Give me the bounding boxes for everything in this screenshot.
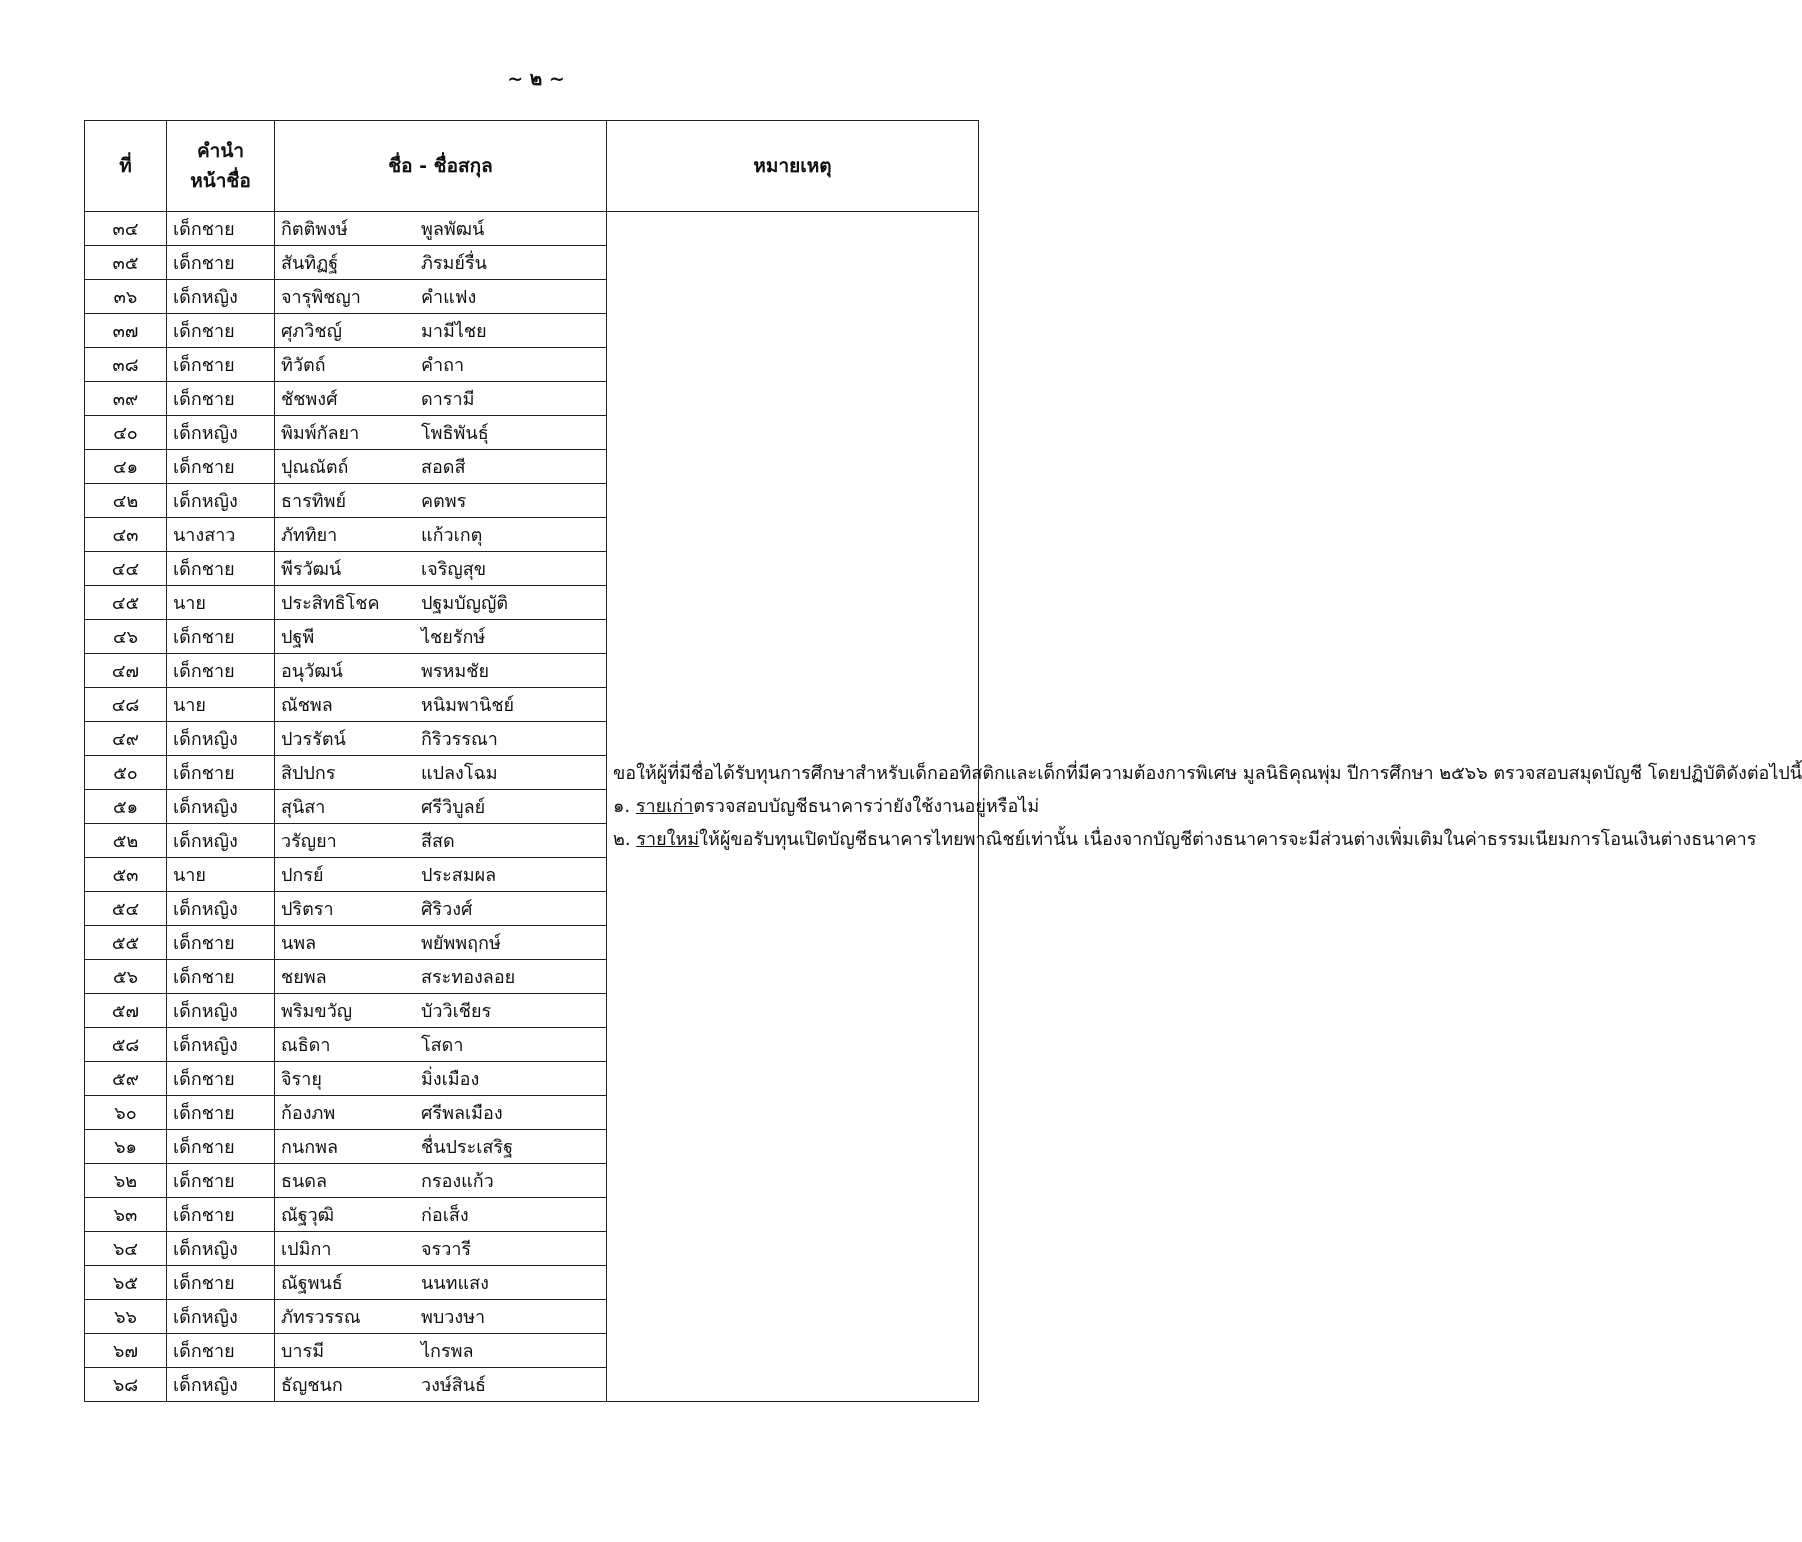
row-full-name (275, 620, 607, 654)
row-title-prefix: เด็กชาย (167, 212, 275, 246)
row-number: ๖๒ (85, 1164, 167, 1198)
row-first-name: ทิวัตถ์ (281, 355, 326, 376)
row-full-name (275, 382, 607, 416)
row-last-name: ปฐมบัญญัติ (421, 593, 509, 614)
row-last-name: ศรีพลเมือง (421, 1103, 503, 1124)
row-number: ๓๗ (85, 314, 167, 348)
row-last-name: พูลพัฒน์ (421, 219, 485, 240)
row-title-prefix: เด็กชาย (167, 756, 275, 790)
row-last-name: พยัพพฤกษ์ (421, 933, 501, 954)
row-number: ๔๑ (85, 450, 167, 484)
row-full-name (275, 552, 607, 586)
row-first-name: ณัฐพนธ์ (281, 1273, 343, 1294)
row-last-name: มิ่งเมือง (421, 1069, 480, 1090)
row-full-name (275, 1062, 607, 1096)
row-full-name (275, 1368, 607, 1402)
row-full-name (275, 926, 607, 960)
row-number: ๕๘ (85, 1028, 167, 1062)
row-full-name (275, 1198, 607, 1232)
row-full-name (275, 348, 607, 382)
row-title-prefix: เด็กชาย (167, 1062, 275, 1096)
row-first-name: พิมพ์กัลยา (281, 423, 360, 444)
row-full-name (275, 994, 607, 1028)
row-first-name: กนกพล (281, 1137, 338, 1158)
row-number: ๔๓ (85, 518, 167, 552)
header-no: ที่ (85, 121, 167, 212)
row-last-name: สีสด (421, 831, 455, 852)
row-last-name: ไชยรักษ์ (421, 627, 486, 648)
row-last-name: กรองแก้ว (421, 1171, 494, 1192)
row-first-name: ชยพล (281, 967, 327, 988)
remark-item-1-label: รายเก่า (635, 796, 694, 817)
row-first-name: อนุวัฒน์ (281, 661, 343, 682)
row-number: ๔๗ (85, 654, 167, 688)
row-first-name: ศุภวิชญ์ (281, 321, 342, 342)
row-last-name: ก่อเส็ง (421, 1205, 469, 1226)
row-number: ๕๓ (85, 858, 167, 892)
row-first-name: ประสิทธิโชค (281, 593, 380, 614)
row-full-name (275, 1028, 607, 1062)
row-number: ๔๙ (85, 722, 167, 756)
row-number: ๓๖ (85, 280, 167, 314)
row-last-name: คำแฟง (421, 287, 477, 308)
row-first-name: สิปปกร (281, 763, 336, 784)
row-first-name: ก้องภพ (281, 1103, 336, 1124)
header-full-name: ชื่อ - ชื่อสกุล (275, 121, 607, 212)
row-last-name: ดารามี (421, 389, 475, 410)
row-first-name: สันทิฏฐ์ (281, 253, 339, 274)
row-full-name (275, 892, 607, 926)
row-first-name: พีรวัฒน์ (281, 559, 342, 580)
row-number: ๔๖ (85, 620, 167, 654)
row-full-name (275, 688, 607, 722)
row-last-name: มามีไชย (421, 321, 487, 342)
row-first-name: ปฐพี (281, 627, 315, 648)
row-title-prefix: เด็กชาย (167, 450, 275, 484)
row-full-name (275, 484, 607, 518)
row-full-name (275, 858, 607, 892)
row-last-name: หนิมพานิชย์ (421, 695, 515, 716)
row-number: ๓๔ (85, 212, 167, 246)
row-last-name: โสดา (421, 1035, 464, 1056)
row-title-prefix: เด็กหญิง (167, 1028, 275, 1062)
row-title-prefix: นาย (167, 858, 275, 892)
header-remark: หมายเหตุ (607, 121, 979, 212)
row-title-prefix: เด็กชาย (167, 348, 275, 382)
row-number: ๖๔ (85, 1232, 167, 1266)
row-title-prefix: เด็กหญิง (167, 484, 275, 518)
row-first-name: จารุพิชญา (281, 287, 361, 308)
row-number: ๕๗ (85, 994, 167, 1028)
row-title-prefix: เด็กหญิง (167, 994, 275, 1028)
row-title-prefix: เด็กชาย (167, 314, 275, 348)
row-full-name (275, 280, 607, 314)
row-full-name (275, 722, 607, 756)
row-number: ๖๓ (85, 1198, 167, 1232)
row-first-name: นพล (281, 933, 317, 954)
row-title-prefix: เด็กชาย (167, 960, 275, 994)
row-title-prefix: เด็กชาย (167, 382, 275, 416)
row-last-name: พรหมชัย (421, 661, 490, 682)
row-first-name: ปกรย์ (281, 865, 324, 886)
row-first-name: ณัฐวุฒิ (281, 1205, 334, 1226)
header-title-line2: หน้าชื่อ (190, 170, 251, 192)
row-last-name: ศรีวิบูลย์ (421, 797, 486, 818)
row-first-name: จิรายุ (281, 1069, 322, 1090)
row-last-name: ชื่นประเสริฐ (421, 1137, 514, 1158)
row-first-name: ภัททิยา (281, 525, 338, 546)
row-title-prefix: เด็กชาย (167, 246, 275, 280)
row-number: ๕๐ (85, 756, 167, 790)
remark-item-1 (613, 790, 1040, 823)
remark-intro: ขอให้ผู้ที่มีชื่อได้รับทุนการศึกษาสำหรับเด็กออทิสติกและเด็กที่มีความต้องการพิเศษ มูลนิธิคุณพุ่ม ปีการศึกษา ๒๕๖๖ ตรวจสอบสมุดบัญชี โดยปฏิบัติดังต่อไปนี้ (613, 763, 1802, 784)
row-full-name (275, 416, 607, 450)
row-first-name: ปวรรัตน์ (281, 729, 346, 750)
row-first-name: ธัญชนก (281, 1375, 343, 1396)
row-title-prefix: เด็กชาย (167, 654, 275, 688)
row-number: ๖๘ (85, 1368, 167, 1402)
scholarship-recipient-table (84, 120, 1802, 1402)
row-title-prefix: เด็กชาย (167, 1266, 275, 1300)
row-title-prefix: นาย (167, 688, 275, 722)
row-last-name: บัววิเชียร (421, 1001, 492, 1022)
row-title-prefix: เด็กชาย (167, 1096, 275, 1130)
row-first-name: ชัชพงศ์ (281, 389, 338, 410)
row-full-name (275, 1096, 607, 1130)
row-first-name: ภัทรวรรณ (281, 1307, 361, 1328)
remark-item-1-number: ๑. (613, 796, 631, 817)
row-number: ๕๒ (85, 824, 167, 858)
row-full-name (275, 1232, 607, 1266)
row-title-prefix: เด็กชาย (167, 552, 275, 586)
row-first-name: สุนิสา (281, 797, 326, 818)
row-first-name: ณธิดา (281, 1035, 331, 1056)
row-first-name: ปุณณัตถ์ (281, 457, 349, 478)
row-full-name (275, 450, 607, 484)
row-full-name (275, 1164, 607, 1198)
header-title-line1: คำนำ (196, 140, 245, 162)
row-last-name: พบวงษา (421, 1307, 486, 1328)
row-full-name (275, 960, 607, 994)
row-number: ๕๔ (85, 892, 167, 926)
row-number: ๓๘ (85, 348, 167, 382)
row-first-name: บารมี (281, 1341, 325, 1362)
table-header-row (85, 121, 979, 212)
row-number: ๖๕ (85, 1266, 167, 1300)
row-title-prefix: เด็กหญิง (167, 790, 275, 824)
row-title-prefix: เด็กหญิง (167, 1232, 275, 1266)
remark-item-1-text: ตรวจสอบบัญชีธนาคารว่ายังใช้งานอยู่หรือไม่ (693, 796, 1040, 817)
remark-cell (607, 212, 1802, 1402)
row-last-name: นนทแสง (421, 1273, 489, 1294)
row-number: ๕๙ (85, 1062, 167, 1096)
row-first-name: วรัญยา (281, 831, 337, 852)
row-first-name: กิตติพงษ์ (281, 219, 348, 240)
row-title-prefix: เด็กชาย (167, 1164, 275, 1198)
row-full-name (275, 586, 607, 620)
row-full-name (275, 824, 607, 858)
row-title-prefix: นางสาว (167, 518, 275, 552)
remark-item-2-text: ให้ผู้ขอรับทุนเปิดบัญชีธนาคารไทยพาณิชย์เท่านั้น เนื่องจากบัญชีต่างธนาคารจะมีส่วนต่างเพิ่มเติมในค่าธรรมเนียมการโอนเงินต่างธนาคาร (699, 829, 1757, 850)
row-last-name: สอดสี (421, 457, 466, 478)
row-title-prefix: เด็กชาย (167, 1130, 275, 1164)
page-number: ~ ๒ ~ (507, 68, 565, 90)
row-number: ๔๔ (85, 552, 167, 586)
row-first-name: ธารทิพย์ (281, 491, 347, 512)
remark-item-2-number: ๒. (613, 829, 631, 850)
row-title-prefix: เด็กหญิง (167, 1300, 275, 1334)
row-last-name: วงษ์สินธ์ (421, 1375, 487, 1396)
row-number: ๔๕ (85, 586, 167, 620)
row-number: ๖๖ (85, 1300, 167, 1334)
row-number: ๖๗ (85, 1334, 167, 1368)
row-full-name (275, 756, 607, 790)
row-title-prefix: เด็กหญิง (167, 1368, 275, 1402)
row-number: ๖๐ (85, 1096, 167, 1130)
row-first-name: ธนดล (281, 1171, 328, 1192)
row-last-name: คตพร (421, 491, 467, 512)
remark-item-2-label: รายใหม่ (636, 829, 700, 850)
row-last-name: แก้วเกตุ (421, 525, 483, 546)
row-title-prefix: เด็กหญิง (167, 892, 275, 926)
row-last-name: ภิรมย์รื่น (421, 253, 487, 274)
row-last-name: แปลงโฉม (421, 763, 498, 784)
row-last-name: เจริญสุข (421, 559, 486, 580)
row-last-name: คำถา (421, 355, 465, 376)
remark-notice (613, 757, 1802, 856)
row-number: ๕๖ (85, 960, 167, 994)
row-full-name (275, 314, 607, 348)
row-last-name: สระทองลอย (421, 967, 516, 988)
row-title-prefix: เด็กหญิง (167, 416, 275, 450)
row-last-name: ประสมผล (421, 865, 497, 886)
row-full-name (275, 654, 607, 688)
row-title-prefix: เด็กชาย (167, 1198, 275, 1232)
row-last-name: ศิริวงศ์ (421, 899, 473, 920)
row-last-name: กิริวรรณา (421, 729, 498, 750)
row-number: ๖๑ (85, 1130, 167, 1164)
row-last-name: โพธิพันธุ์ (421, 423, 489, 444)
row-full-name (275, 246, 607, 280)
row-title-prefix: นาย (167, 586, 275, 620)
table-row (85, 212, 979, 246)
row-title-prefix: เด็กชาย (167, 926, 275, 960)
row-number: ๓๙ (85, 382, 167, 416)
row-number: ๔๐ (85, 416, 167, 450)
row-title-prefix: เด็กหญิง (167, 824, 275, 858)
row-full-name (275, 518, 607, 552)
row-full-name (275, 1266, 607, 1300)
row-title-prefix: เด็กหญิง (167, 722, 275, 756)
row-number: ๓๕ (85, 246, 167, 280)
row-first-name: เปมิกา (281, 1239, 332, 1260)
row-first-name: พริมขวัญ (281, 1001, 353, 1022)
row-full-name (275, 212, 607, 246)
row-number: ๔๘ (85, 688, 167, 722)
row-first-name: ณัชพล (281, 695, 333, 716)
row-title-prefix: เด็กหญิง (167, 280, 275, 314)
row-number: ๕๕ (85, 926, 167, 960)
row-full-name (275, 790, 607, 824)
row-number: ๔๒ (85, 484, 167, 518)
row-title-prefix: เด็กชาย (167, 1334, 275, 1368)
row-first-name: ปริตรา (281, 899, 334, 920)
row-full-name (275, 1130, 607, 1164)
remark-item-2 (613, 823, 1757, 856)
row-number: ๕๑ (85, 790, 167, 824)
row-last-name: ไกรพล (421, 1341, 474, 1362)
row-full-name (275, 1334, 607, 1368)
row-last-name: จรวารี (421, 1239, 472, 1260)
row-full-name (275, 1300, 607, 1334)
header-title-prefix (167, 121, 275, 212)
row-title-prefix: เด็กชาย (167, 620, 275, 654)
